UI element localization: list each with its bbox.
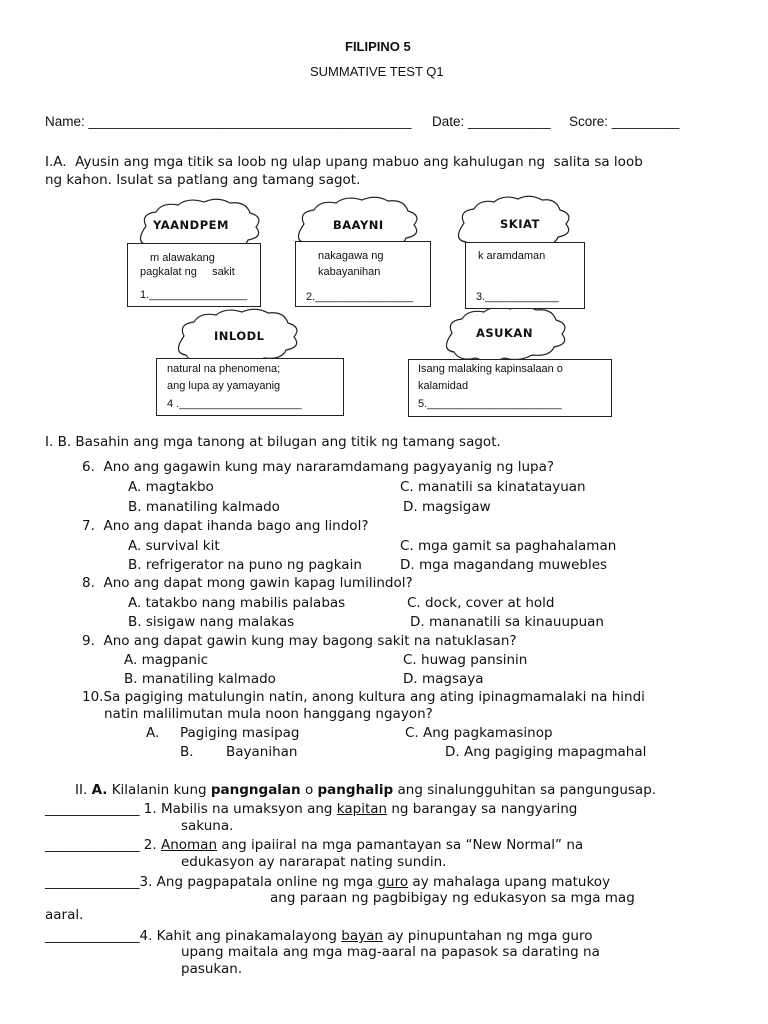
cloud-label-3: SKIAT [500, 217, 540, 231]
sentence-4 [45, 928, 592, 944]
score-field-label: Score: _________ [569, 114, 680, 129]
part-1b-instruction: I. B. Basahin ang mga tanong at bilugan ang titik ng tamang sagot. [45, 434, 501, 450]
part-1a-instruction-line1: I.A. Ayusin ang mga titik sa loob ng ulap upang mabuo ang kahulugan ng salita sa loob [45, 154, 643, 170]
q7-option-d[interactable]: D. mga magandang muwebles [400, 557, 608, 573]
cloud-label-5: ASUKAN [476, 326, 533, 340]
part-2a-pronoun: panghalip [317, 782, 394, 798]
q10-option-b-letter[interactable]: B. [180, 744, 194, 760]
part-2a-or: o [304, 782, 314, 798]
sentence-3-cont: ang paraan ng pagbibigay ng edukasyon sa mga mag [270, 890, 635, 906]
answer-blank-4[interactable]: 4 .____________________ [167, 398, 302, 410]
sentence-3-cont2: aaral. [45, 907, 84, 923]
question-7: 7. Ano ang dapat ihanda bago ang lindol? [82, 518, 369, 534]
part-2a-pre: Kilalanin kung [111, 782, 207, 798]
sentence-4-blank[interactable]: ______________ [45, 928, 140, 944]
q7-option-c[interactable]: C. mga gamit sa paghahalaman [400, 538, 617, 554]
q10-option-c[interactable]: C. Ang pagkamasinop [405, 725, 553, 741]
part-2a-letter: A. [91, 782, 108, 798]
q6-option-c[interactable]: C. manatili sa kinatatayuan [400, 479, 586, 495]
q9-option-d[interactable]: D. magsaya [403, 671, 484, 687]
part-2a-roman: II. [75, 782, 88, 798]
sentence-1-blank[interactable]: ______________ [45, 801, 140, 817]
sentence-4-rest: ay pinupuntahan ng mga guro [387, 928, 593, 944]
q6-option-d[interactable]: D. magsigaw [403, 499, 491, 515]
q10-option-a-letter[interactable]: A. [146, 725, 160, 741]
q10-option-d[interactable]: D. Ang pagiging mapagmahal [445, 744, 647, 760]
definition-5-line1: Isang malaking kapinsalaan o [418, 363, 563, 375]
sentence-4-cont2: pasukan. [181, 961, 243, 977]
definition-2-line1: nakagawa ng [318, 250, 384, 262]
answer-blank-1[interactable]: 1.________________ [140, 289, 248, 301]
sentence-1-rest: ng barangay sa nangyaring [391, 801, 578, 817]
sentence-1-text: 1. Mabilis na umaksyon ang [143, 801, 333, 817]
q10-option-a[interactable]: Pagiging masipag [180, 725, 300, 741]
answer-blank-3[interactable]: 3.____________ [476, 291, 559, 303]
sentence-2 [45, 837, 583, 853]
q6-option-b[interactable]: B. manatiling kalmado [128, 499, 280, 515]
question-10-line1: 10.Sa pagiging matulungin natin, anong kultura ang ating ipinagmamalaki na hindi [82, 689, 645, 705]
q8-option-c[interactable]: C. dock, cover at hold [407, 595, 555, 611]
sentence-2-underlined: Anoman [160, 837, 218, 853]
q8-option-d[interactable]: D. mananatili sa kinauupuan [410, 614, 604, 630]
sentence-2-num: 2. [143, 837, 157, 853]
cloud-label-1: YAANDPEM [153, 218, 229, 232]
part-1a-instruction-line2: ng kahon. Isulat sa patlang ang tamang sagot. [45, 172, 361, 188]
sentence-3-blank[interactable]: ______________ [45, 874, 140, 890]
definition-4-line1: natural na phenomena; [167, 363, 281, 375]
definition-4-line2: ang lupa ay yamayanig [167, 380, 281, 392]
sentence-4-text: 4. Kahit ang pinakamalayong [139, 928, 337, 944]
definition-5-line2: kalamidad [418, 380, 469, 392]
sentence-3-rest: ay mahalaga upang matukoy [412, 874, 611, 890]
q8-option-a[interactable]: A. tatakbo nang mabilis palabas [128, 595, 346, 611]
question-10-line2: natin malilimutan mula noon hanggang ngayon? [104, 706, 433, 722]
q9-option-c[interactable]: C. huwag pansinin [403, 652, 528, 668]
sentence-1-cont: sakuna. [181, 818, 234, 834]
date-field-label: Date: ___________ [432, 114, 551, 129]
subject-title: FILIPINO 5 [345, 39, 411, 54]
q9-option-a[interactable]: A. magpanic [124, 652, 209, 668]
sentence-1-underlined: kapitan [336, 801, 388, 817]
sentence-3-text: 3. Ang pagpapatala online ng mga [139, 874, 374, 890]
question-8: 8. Ano ang dapat mong gawin kapag lumilindol? [82, 575, 413, 591]
answer-blank-2[interactable]: 2.________________ [306, 291, 414, 303]
name-field-label: Name: ___________________________________________ [45, 114, 412, 129]
sentence-3-underlined: guro [377, 874, 409, 890]
sentence-1 [45, 801, 577, 817]
cloud-label-4: INLODL [214, 329, 265, 343]
sentence-4-underlined: bayan [341, 928, 383, 944]
part-2a-post: ang sinalungguhitan sa pangungusap. [397, 782, 657, 798]
q6-option-a[interactable]: A. magtakbo [128, 479, 214, 495]
sentence-2-rest: ang ipaiiral na mga pamantayan sa “New Normal” na [221, 837, 584, 853]
q8-option-b[interactable]: B. sisigaw nang malakas [128, 614, 295, 630]
q7-option-b[interactable]: B. refrigerator na puno ng pagkain [128, 557, 362, 573]
sentence-3 [45, 874, 610, 890]
q10-option-b[interactable]: Bayanihan [226, 744, 298, 760]
sentence-4-cont: upang maitala ang mga mag-aaral na papasok sa darating na [181, 944, 600, 960]
question-9: 9. Ano ang dapat gawin kung may bagong sakit na natuklasan? [82, 633, 517, 649]
sentence-2-cont: edukasyon ay nararapat nating sundin. [181, 854, 447, 870]
q7-option-a[interactable]: A. survival kit [128, 538, 220, 554]
sentence-2-blank[interactable]: ______________ [45, 837, 140, 853]
part-2a-instruction [75, 782, 656, 798]
cloud-label-2: BAAYNI [333, 218, 384, 232]
part-2a-noun: pangngalan [210, 782, 301, 798]
definition-3-line1: k aramdaman [478, 250, 546, 262]
answer-blank-5[interactable]: 5.______________________ [418, 398, 562, 410]
definition-1-line1: m alawakang [150, 252, 215, 264]
test-title: SUMMATIVE TEST Q1 [310, 64, 444, 79]
definition-1-line2: pagkalat ng sakit [140, 266, 235, 278]
q9-option-b[interactable]: B. manatiling kalmado [124, 671, 276, 687]
question-6: 6. Ano ang gagawin kung may nararamdamang pagyayanig ng lupa? [82, 459, 555, 475]
definition-2-line2: kabayanihan [318, 266, 381, 278]
